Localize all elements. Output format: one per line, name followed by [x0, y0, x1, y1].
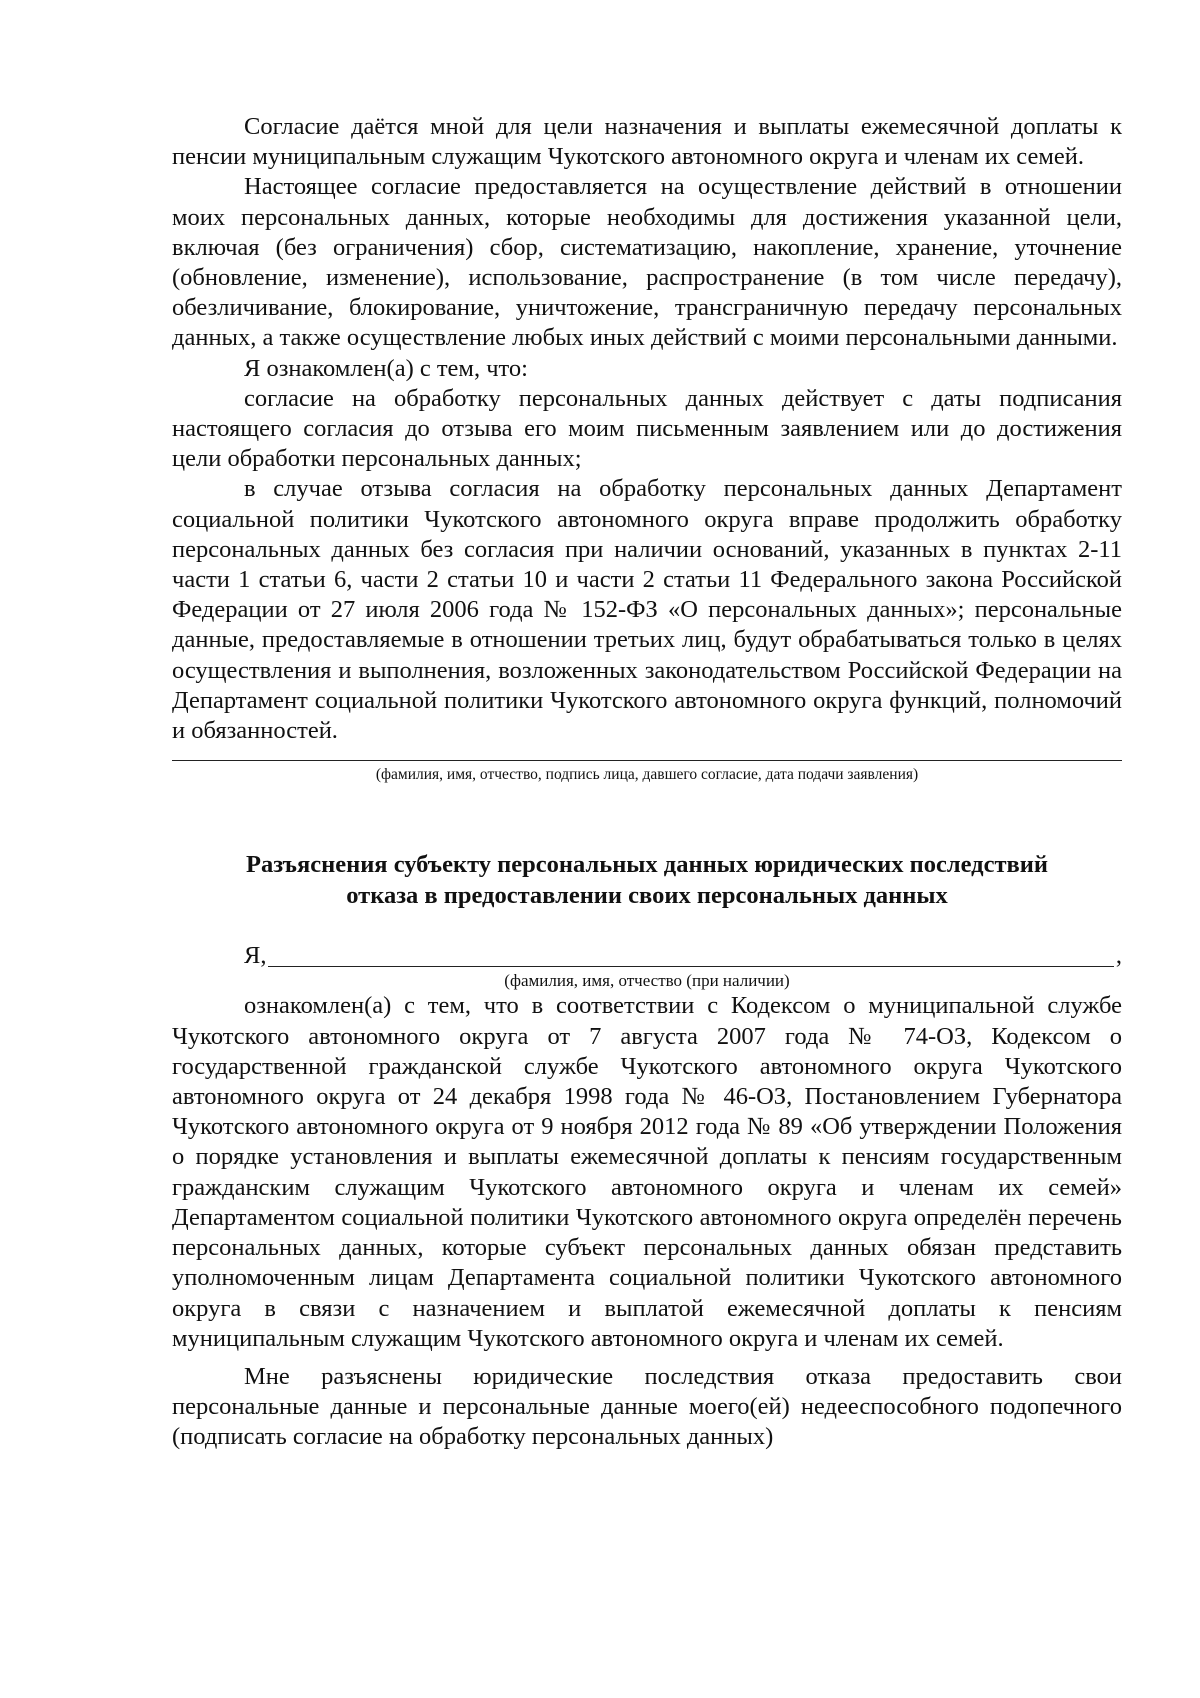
- signature-block: [172, 760, 1122, 785]
- paragraph-acknowledged: Я ознакомлен(а) с тем, что:: [244, 354, 528, 382]
- paragraph-actions: Настоящее согласие предоставляется на осуществление действий в отношении моих персональных данных, которые необходимы для достижения указанной цели, включая (без ограничения) сбор, систематизацию, накопление, хранение, уточнение (обновление, изменение), использование, распространение (в том числе передачу), обезличивание, блокирование, уничтожение, трансграничную передачу персональных данных, а также осуществление любых иных действий с моими персональными данными.: [172, 173, 1122, 352]
- paragraph-consequences: Мне разъяснены юридические последствия отказа предоставить свои персональные данные и персональные данные моего(ей) недееспособного подопечного (подписать согласие на обработку персональных данных): [172, 1362, 1122, 1451]
- name-blank-line[interactable]: [268, 944, 1113, 967]
- paragraph-codex: ознакомлен(а) с тем, что в соответствии с Кодексом о муниципальной службе Чукотского автономного округа от 7 августа 2007 года № 74-ОЗ, Кодексом о государственной гражданской службе Чукотского автономного округа Чукотского автономного округа от 24 декабря 1998 года № 46-ОЗ, Постановлением Губернатора Чукотского автономного округа от 9 ноября 2012 года № 89 «Об утверждении Положения о порядке установления и выплаты ежемесячной доплаты к пенсиям государственным гражданским служащим Чукотского автономного округа и членам их семей» Департаментом социальной политики Чукотского автономного округа определён перечень персональных данных, которые субъект персональных данных обязан представить уполномоченным лицам Департамента социальной политики Чукотского автономного округа в связи с назначением и выплатой ежемесячной доплаты к пенсиям муниципальным служащим Чукотского автономного округа и членам их семей.: [172, 992, 1122, 1352]
- paragraph-withdrawal: в случае отзыва согласия на обработку персональных данных Департамент социальной политики Чукотского автономного округа вправе продолжить обработку персональных данных без согласия при наличии оснований, указанных в пунктах 2-11 части 1 статьи 6, части 2 статьи 10 и части 2 статьи 11 Федерального закона Российской Федерации от 27 июля 2006 года № 152-ФЗ «О персональных данных»; персональные данные, предоставляемые в отношении третьих лиц, будут обрабатываться только в целях осуществления и выполнения, возложенных законодательством Российской Федерации на Департамент социальной политики Чукотского автономного округа функций, полномочий и обязанностей.: [172, 475, 1122, 745]
- name-suffix: ,: [1115, 942, 1122, 970]
- paragraph-purpose: Согласие даётся мной для цели назначения и выплаты ежемесячной доплаты к пенсии муниципальным служащим Чукотского автономного округа и членам их семей.: [172, 113, 1122, 171]
- signature-caption: (фамилия, имя, отчество, подпись лица, давшего согласие, дата подачи заявления): [375, 766, 919, 784]
- section-heading-line1: Разъяснения субъекту персональных данных юридических последствий: [246, 851, 1048, 879]
- name-caption: (фамилия, имя, отчество (при наличии): [504, 971, 790, 991]
- name-entry-row: [172, 941, 1122, 971]
- section-heading-line2: отказа в предоставлении своих персональных данных: [346, 882, 948, 910]
- signature-line[interactable]: [172, 760, 1122, 761]
- name-prefix: Я,: [244, 942, 267, 970]
- section-heading: [172, 849, 1122, 911]
- paragraph-validity: согласие на обработку персональных данных действует с даты подписания настоящего согласия до отзыва его моим письменным заявлением или до достижения цели обработки персональных данных;: [172, 384, 1122, 473]
